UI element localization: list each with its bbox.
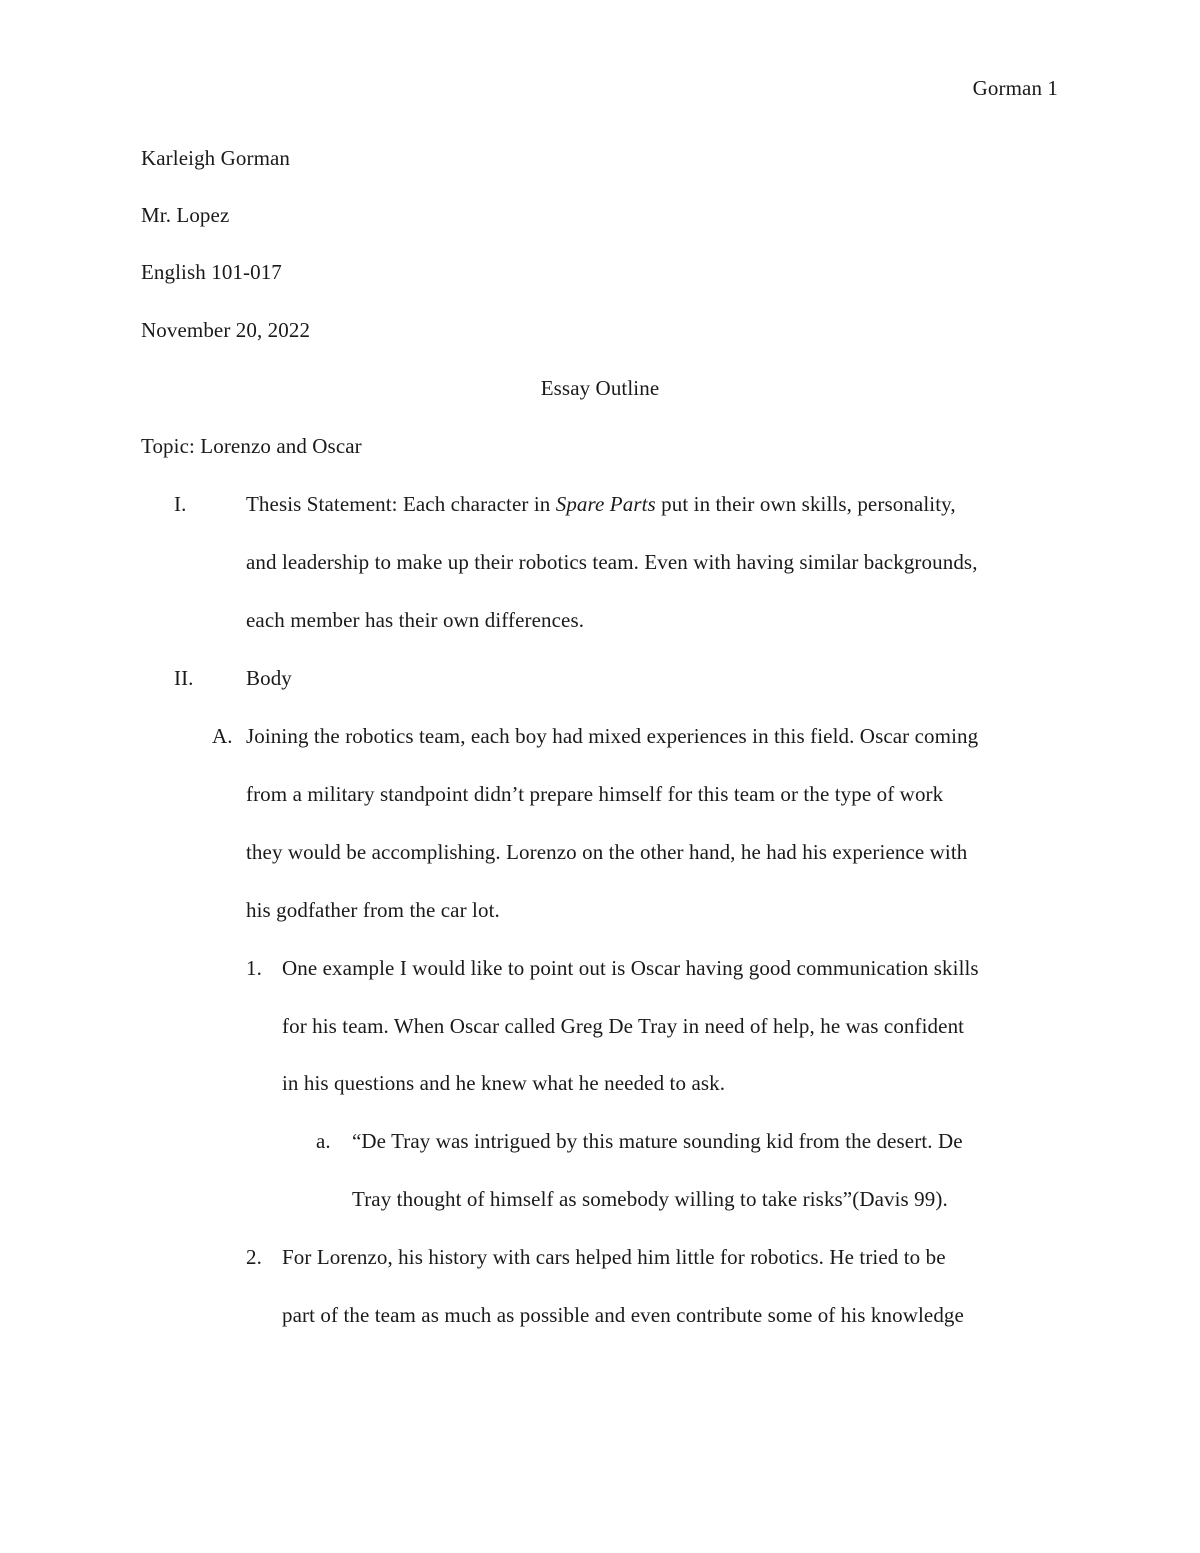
sub1-line-2: for his team. When Oscar called Greg De Tray in need of help, he was confident	[282, 1014, 965, 1038]
book-title-italic: Spare Parts	[555, 492, 656, 516]
point-a-line-1: Joining the robotics team, each boy had mixed experiences in this field. Oscar coming	[246, 724, 979, 748]
outline-marker-2: 2.	[246, 1245, 262, 1269]
sub1-line-3: in his questions and he knew what he needed to ask.	[282, 1071, 726, 1095]
date: November 20, 2022	[141, 318, 311, 342]
course-name: English 101-017	[141, 260, 282, 284]
running-head: Gorman 1	[972, 76, 1058, 100]
outline-marker-1: 1.	[246, 956, 262, 980]
quote-line-2: Tray thought of himself as somebody willing to take risks”(Davis 99).	[352, 1187, 948, 1211]
outline-marker-a-lower: a.	[316, 1129, 331, 1153]
quote-line-1: “De Tray was intrigued by this mature sounding kid from the desert. De	[352, 1129, 963, 1153]
body-heading: Body	[246, 666, 292, 690]
outline-marker-i: I.	[174, 492, 187, 516]
thesis-line-3: each member has their own differences.	[246, 608, 585, 632]
essay-title: Essay Outline	[540, 376, 660, 400]
thesis-line-1	[246, 490, 956, 518]
thesis-line-1-end: put in their own skills, personality,	[655, 492, 956, 516]
sub2-line-2: part of the team as much as possible and even contribute some of his knowledge	[282, 1303, 964, 1327]
sub2-line-1: For Lorenzo, his history with cars helped him little for robotics. He tried to be	[282, 1245, 946, 1269]
point-a-line-2: from a military standpoint didn’t prepare himself for this team or the type of work	[246, 782, 944, 806]
point-a-line-4: his godfather from the car lot.	[246, 898, 500, 922]
instructor-name: Mr. Lopez	[141, 203, 230, 227]
topic-line: Topic: Lorenzo and Oscar	[141, 434, 362, 458]
sub1-line-1: One example I would like to point out is Oscar having good communication skills	[282, 956, 979, 980]
thesis-line-1-start: Thesis Statement: Each character in	[246, 492, 556, 516]
outline-marker-a: A.	[212, 724, 233, 748]
thesis-line-2: and leadership to make up their robotics team. Even with having similar backgrounds,	[246, 550, 978, 574]
outline-marker-ii: II.	[174, 666, 194, 690]
student-name: Karleigh Gorman	[141, 146, 291, 170]
point-a-line-3: they would be accomplishing. Lorenzo on the other hand, he had his experience with	[246, 840, 968, 864]
